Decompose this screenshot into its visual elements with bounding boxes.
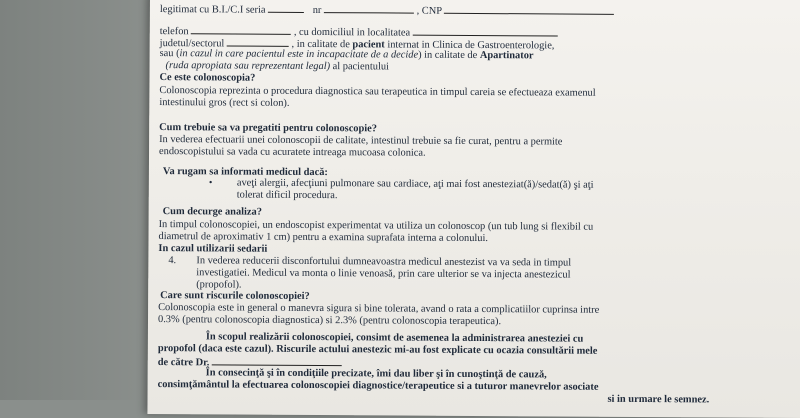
cnp-label: , CNP bbox=[416, 5, 442, 17]
section-text: endoscopistului sa vada cu acuratete intreaga mucoasa colonica. bbox=[159, 146, 426, 159]
guardian-text: ) in calitate de bbox=[418, 49, 480, 62]
id-series-label: legitimat cu B.I./C.I seria bbox=[159, 4, 266, 16]
cnp-field[interactable] bbox=[444, 4, 614, 15]
id-number-label: nr bbox=[312, 4, 322, 17]
clinic-text: internat in Clinica de Gastroenterologie, bbox=[384, 39, 555, 52]
role-prefix: , in calitate de bbox=[291, 38, 353, 51]
relative-suffix: al pacientului bbox=[330, 61, 389, 73]
section-title-risks: Care sunt riscurile colonoscopiei? bbox=[160, 290, 310, 302]
section-title-what-is: Ce este colonoscopia? bbox=[159, 72, 256, 84]
section-text: In vederea reducerii disconfortului dumneavoastra medicul anestezist va va seda in timpul bbox=[196, 255, 572, 269]
section-title-procedure: Cum decurge analiza? bbox=[162, 206, 262, 218]
section-title-preparation: Cum trebuie sa va pregatiti pentru colonoscopie? bbox=[159, 122, 378, 135]
relative-note: (ruda apropiata sau reprezentant legal) bbox=[165, 60, 331, 73]
section-text: Colonoscopia reprezinta o procedura diagnostica sau terapeutica in timpul careia se efectueaza examenul bbox=[159, 85, 596, 99]
consent-text: În consecinţă şi în condiţiile precizate, îmi dau liber şi în cunoştinţă de cauză, bbox=[205, 367, 547, 381]
locality-field[interactable] bbox=[413, 26, 558, 37]
bullet-marker: • bbox=[208, 177, 213, 189]
consent-text: În scopul realizării colonoscopiei, consimt de asemenea la administrarea anesteziei cu bbox=[205, 331, 584, 345]
section-text: intestinului gros (rect si colon). bbox=[159, 97, 290, 109]
consent-text: propofol (daca este cazul). Riscurile actului anestezic mi-au fost explicate cu ocazia consultării mele bbox=[157, 343, 598, 357]
locality-label: , cu domiciliul in localitatea bbox=[293, 26, 411, 39]
id-number-field[interactable] bbox=[324, 3, 414, 14]
consent-text: consimţământul la efectuarea colonoscopiei diagnostice/terapeutice si a tuturor manevrelor asociate bbox=[157, 379, 599, 393]
subsection-title-sedation: In cazul utilizarii sedarii bbox=[158, 243, 268, 255]
section-text: aveţi alergii, afecţiuni pulmonare sau cardiace, aţi mai fost anesteziat(ă)/sedat(ă) şi aţi bbox=[236, 177, 594, 191]
section-text: Colonoscopia este in general o manevra sigura si bine tolerata, avand o rata a complicatiilor cuprinsa intre bbox=[158, 302, 600, 316]
section-text: In vederea efectuarii unei colonoscopii de calitate, intestinul trebuie sa fie curat, pentru a permite bbox=[159, 134, 563, 148]
section-text: investigatiei. Medicul va monta o linie venoasă, prin care ulterior se va injecta anestezicul bbox=[196, 267, 571, 281]
phone-field[interactable] bbox=[191, 24, 291, 35]
section-title-inform-doctor: Va rugam sa informati medicul dacă: bbox=[162, 166, 328, 179]
list-number: 4. bbox=[168, 255, 177, 267]
consent-form-page bbox=[147, 0, 800, 418]
patient-role: pacient bbox=[352, 39, 385, 51]
id-series-field[interactable] bbox=[268, 3, 304, 13]
section-text: tolerat dificil procedura. bbox=[236, 189, 338, 202]
section-text: (propofol). bbox=[196, 279, 242, 291]
county-label: judetul/sectorul bbox=[159, 38, 225, 50]
id-line bbox=[160, 2, 614, 19]
doctor-name-field[interactable] bbox=[212, 355, 342, 366]
guardian-condition: in cazul in care pacientul este in incapacitate de a decide bbox=[179, 48, 419, 61]
county-field[interactable] bbox=[227, 36, 289, 46]
section-text: diametrul de aproximativ 1 cm) pentru a examina suprafata interna a colonului. bbox=[158, 231, 489, 245]
guardian-prefix: sau ( bbox=[159, 48, 180, 60]
doctor-label: de către Dr. bbox=[157, 357, 210, 369]
section-text: In timpul colonoscopiei, un endoscopist experimentat va utiliza un colonoscop (un tub lung si flexibil cu bbox=[158, 219, 594, 233]
guardian-role: Apartinator bbox=[479, 50, 534, 62]
consent-text: si in urmare le semnez. bbox=[607, 393, 710, 406]
section-text: 0.3% (pentru colonoscopia diagnostica) si 2.3% (pentru colonoscopia terapeutica). bbox=[157, 314, 502, 328]
phone-label: telefon bbox=[159, 26, 189, 38]
